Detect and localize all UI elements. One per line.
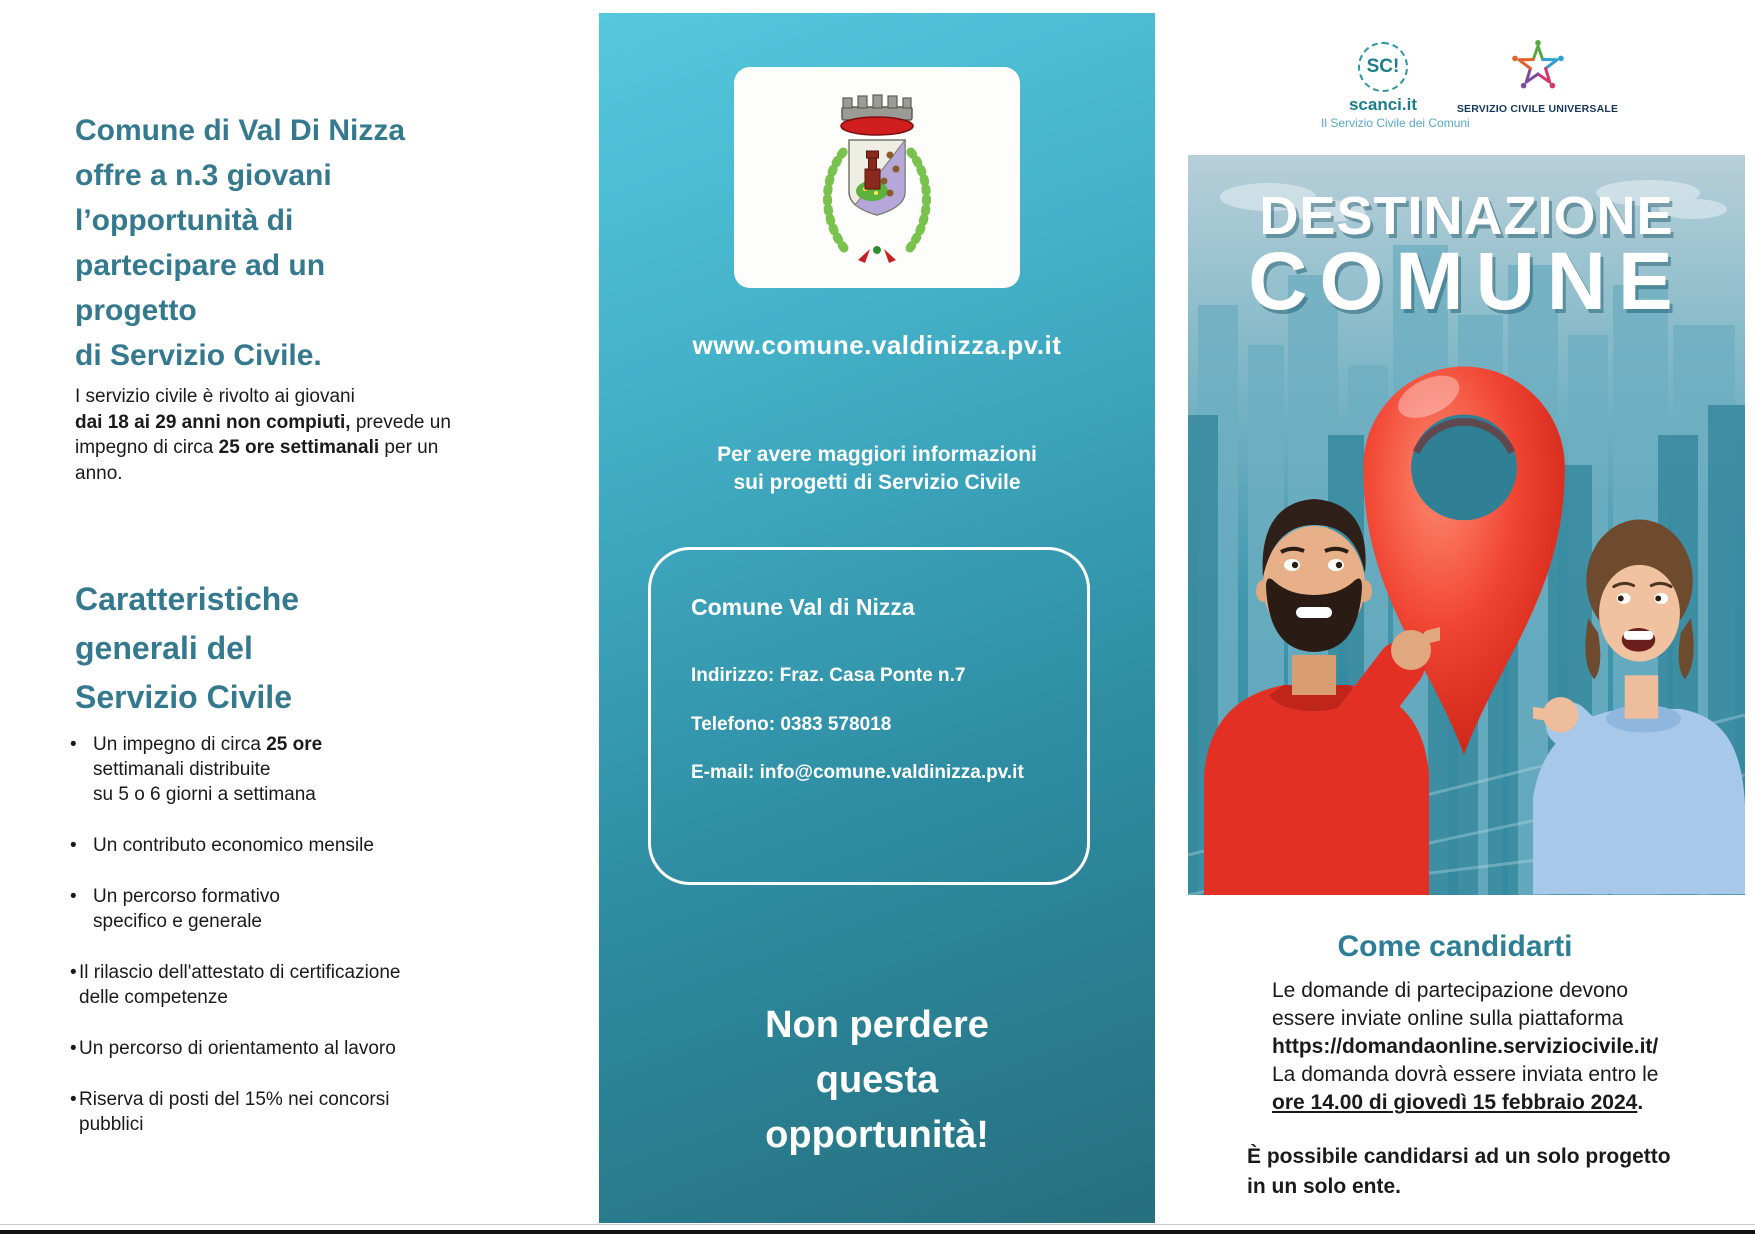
deadline-text: ore 14.00 di giovedì 15 febbraio 2024 <box>1272 1091 1638 1114</box>
bullet-dot-icon: • <box>70 1089 77 1110</box>
list-item: • Un percorso formativo specifico e generale <box>70 886 280 932</box>
info-text: Per avere maggiori informazioni sui progetti di Servizio Civile <box>717 443 1037 494</box>
bullet-dot-icon: • <box>70 886 77 907</box>
website-link[interactable]: www.comune.valdinizza.pv.it <box>692 330 1062 360</box>
title-line: progetto <box>75 294 197 328</box>
heading-line: generali del <box>75 629 253 666</box>
young-woman-photo <box>1533 430 1745 895</box>
coat-of-arms-icon <box>797 83 957 273</box>
title-line: di Servizio Civile. <box>75 339 322 373</box>
list-item: • Riserva di posti del 15% nei concorsi pubblici <box>70 1089 390 1135</box>
contact-email[interactable]: E-mail: info@comune.valdinizza.pv.it <box>691 762 1024 783</box>
list-item: • Un impegno di circa 25 ore settimanali distribuite su 5 o 6 giorni a settimana <box>70 734 323 805</box>
title-line: l’opportunità di <box>75 204 294 238</box>
bottom-hairline <box>0 1224 1755 1225</box>
intro-line: dai 18 ai 29 anni non compiuti, prevede un <box>75 411 451 433</box>
title-line: offre a n.3 giovani <box>75 159 332 193</box>
young-man-photo <box>1188 415 1440 895</box>
poster-title-line2: COMUNE <box>1248 236 1685 327</box>
intro-line: anno. <box>75 462 123 484</box>
coat-of-arms-box <box>734 67 1020 288</box>
characteristics-heading <box>75 575 555 722</box>
bottom-border-line <box>0 1230 1755 1234</box>
scu-label: SERVIZIO CIVILE UNIVERSALE <box>1456 103 1619 115</box>
title-line: partecipare ad un <box>75 249 326 283</box>
right-panel <box>1155 0 1755 1240</box>
contact-phone: Telefono: 0383 578018 <box>691 714 892 735</box>
intro-paragraph <box>75 384 580 486</box>
left-panel <box>0 0 599 1240</box>
left-title <box>75 108 575 378</box>
scanci-name: scanci.it <box>1348 95 1418 114</box>
scu-logo <box>1455 40 1620 115</box>
bullet-dot-icon: • <box>70 734 77 755</box>
contact-title: Comune Val di Nizza <box>691 594 915 620</box>
destinazione-comune-poster <box>1188 155 1745 895</box>
apply-note: È possibile candidarsi ad un solo progetto in un solo ente. <box>1247 1145 1671 1198</box>
poster-title-line1: DESTINAZIONE <box>1259 186 1674 246</box>
benefits-list <box>70 732 580 1163</box>
bullet-dot-icon: • <box>70 1038 77 1059</box>
contact-address: Indirizzo: Fraz. Casa Ponte n.7 <box>691 665 966 686</box>
scanci-logo-icon: SC! <box>1358 42 1408 92</box>
apply-heading: Come candidarti <box>1337 930 1573 963</box>
contact-card <box>648 547 1090 885</box>
bullet-dot-icon: • <box>70 835 77 856</box>
intro-line: I servizio civile è rivolto ai giovani <box>75 386 355 407</box>
bullet-dot-icon: • <box>70 962 77 983</box>
list-item: • Un percorso di orientamento al lavoro <box>70 1038 396 1059</box>
scu-star-icon <box>1508 40 1568 96</box>
title-line: Comune di Val Di Nizza <box>75 114 406 148</box>
intro-line: impegno di circa 25 ore settimanali per un <box>75 437 439 458</box>
scanci-logo <box>1321 42 1470 130</box>
list-item: • Il rilascio dell'attestato di certificazione delle competenze <box>70 962 401 1008</box>
platform-link[interactable]: https://domandaonline.serviziocivile.it/ <box>1272 1035 1659 1058</box>
center-panel <box>599 13 1155 1223</box>
list-item: • Un contributo economico mensile <box>70 835 374 856</box>
scanci-tagline: Il Servizio Civile dei Comuni <box>1321 116 1470 130</box>
apply-paragraph: Le domande di partecipazione devono essere inviate online sulla piattaforma https://domandaonline.serviziocivile.it/ La domanda dovrà essere inviata entro le ore 14.00 di giovedì 15 febbraio 2024. <box>1272 979 1659 1114</box>
heading-line: Servizio Civile <box>75 678 292 715</box>
heading-line: Caratteristiche <box>75 580 300 617</box>
cta-text: Non perdere questa opportunità! <box>765 1004 989 1156</box>
